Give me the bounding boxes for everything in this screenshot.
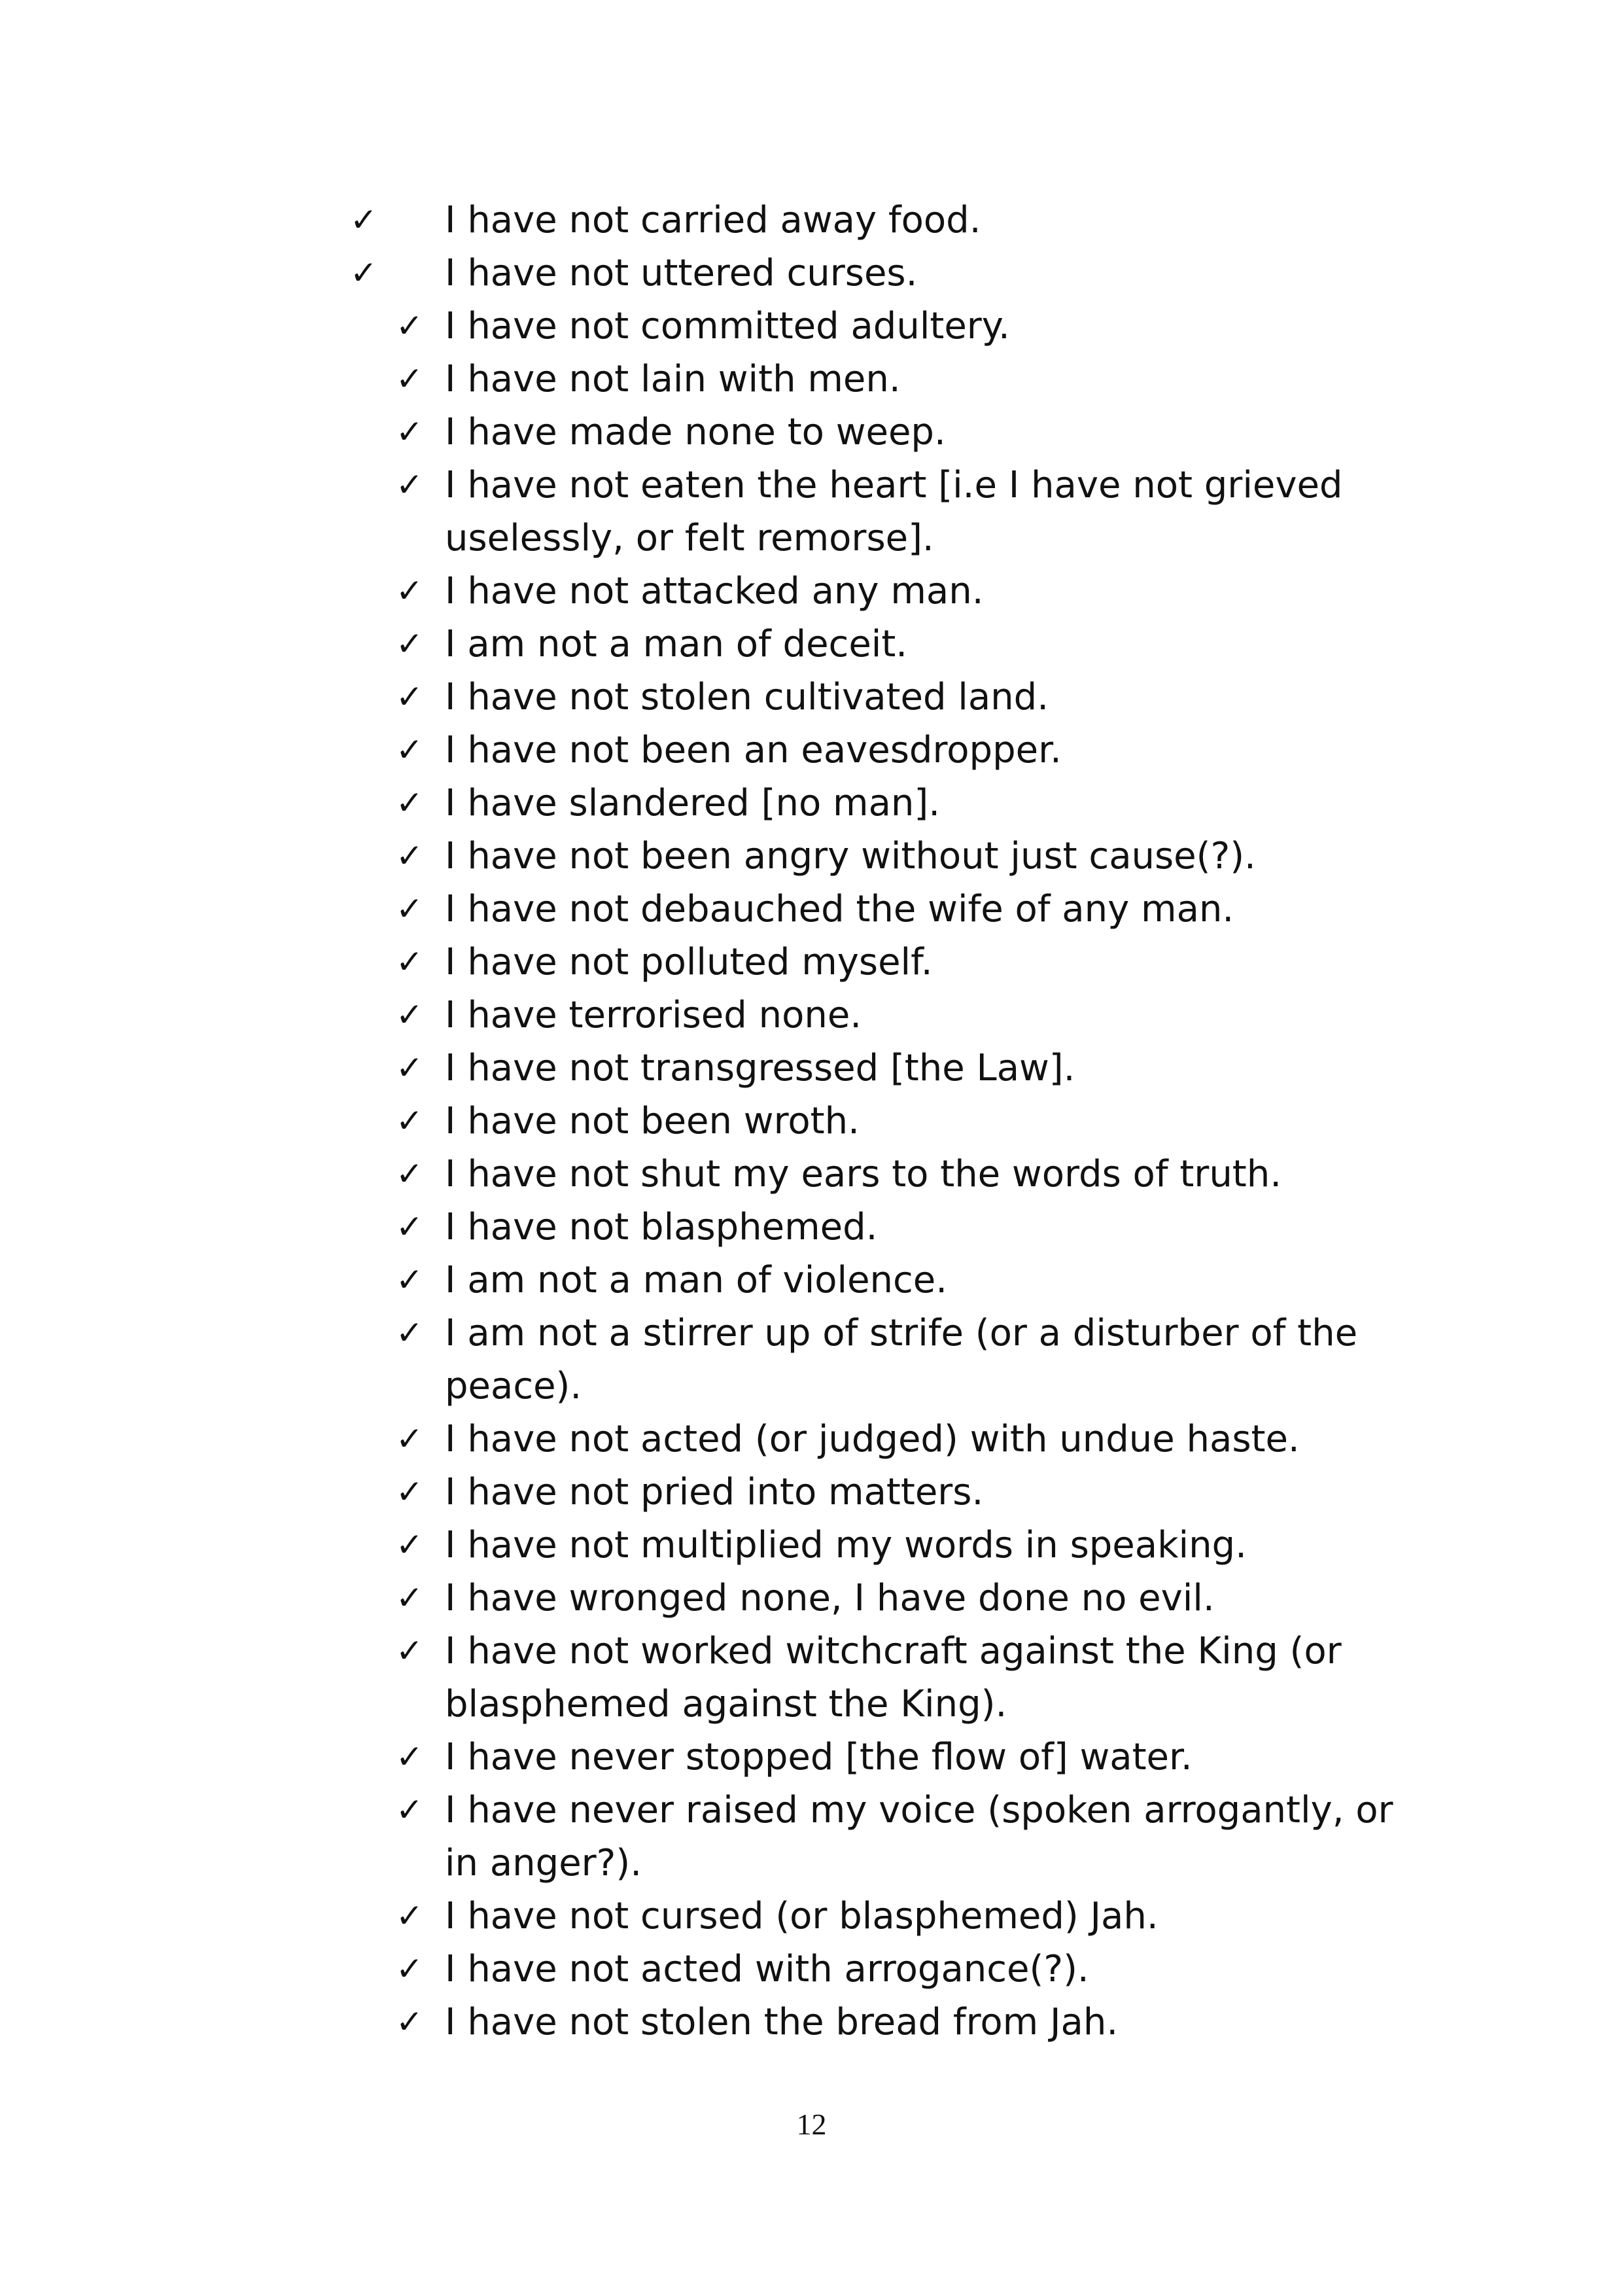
list-item xyxy=(0,1254,1623,1307)
list-item-text: I have not multiplied my words in speaking. xyxy=(445,1524,1247,1566)
checkmark-icon: ✓ xyxy=(396,1102,423,1140)
checkmark-icon: ✓ xyxy=(396,1208,423,1246)
list-item-text: I have not debauched the wife of any man. xyxy=(445,888,1234,930)
list-item xyxy=(0,1890,1623,1943)
checkmark-icon: ✓ xyxy=(396,1473,423,1511)
checkmark-icon: ✓ xyxy=(396,1632,423,1670)
checkmark-icon: ✓ xyxy=(396,1897,423,1935)
list-item-text: I have not been angry without just cause(?). xyxy=(445,835,1256,877)
list-item xyxy=(0,1042,1623,1095)
checkmark-icon: ✓ xyxy=(396,678,423,716)
list-item xyxy=(0,724,1623,777)
list-item xyxy=(0,1731,1623,1784)
list-item xyxy=(0,618,1623,671)
list-item-text: I have not stolen the bread from Jah. xyxy=(445,2001,1119,2043)
list-item xyxy=(0,671,1623,724)
checkmark-icon: ✓ xyxy=(396,360,423,398)
list-item xyxy=(0,1201,1623,1254)
list-item xyxy=(0,247,1623,300)
list-item-text: I am not a stirrer up of strife (or a disturber of the peace). xyxy=(445,1312,1358,1407)
list-item xyxy=(0,1943,1623,1996)
checkmark-icon: ✓ xyxy=(396,996,423,1034)
checkmark-icon: ✓ xyxy=(350,201,377,239)
list-item xyxy=(0,1784,1623,1890)
list-item xyxy=(0,1466,1623,1519)
list-item xyxy=(0,1307,1623,1413)
checkmark-icon: ✓ xyxy=(396,1261,423,1299)
list-item xyxy=(0,1413,1623,1466)
list-item-text: I have not been an eavesdropper. xyxy=(445,729,1062,771)
list-item xyxy=(0,406,1623,459)
list-item-text: I am not a man of violence. xyxy=(445,1259,948,1301)
list-item-text: I have not acted with arrogance(?). xyxy=(445,1948,1089,1990)
checkmark-icon: ✓ xyxy=(396,1738,423,1776)
list-item-text: I have not been wroth. xyxy=(445,1100,860,1142)
checkmark-icon: ✓ xyxy=(396,943,423,981)
list-item xyxy=(0,830,1623,883)
list-item-text: I have not polluted myself. xyxy=(445,941,933,983)
list-item xyxy=(0,1572,1623,1625)
list-item-text: I have not shut my ears to the words of truth. xyxy=(445,1153,1282,1195)
checkmark-icon: ✓ xyxy=(396,731,423,769)
checkmark-icon: ✓ xyxy=(396,1950,423,1988)
checkmark-icon: ✓ xyxy=(396,1791,423,1829)
list-item xyxy=(0,1625,1623,1731)
list-item-text: I have not eaten the heart [i.e I have not grieved uselessly, or felt remorse]. xyxy=(445,464,1343,559)
list-item-text: I have not committed adultery. xyxy=(445,305,1010,347)
checkmark-icon: ✓ xyxy=(396,784,423,822)
list-item-text: I have not attacked any man. xyxy=(445,570,984,612)
list-item-text: I have not pried into matters. xyxy=(445,1471,984,1513)
list-item-text: I have not transgressed [the Law]. xyxy=(445,1047,1075,1089)
checkmark-icon: ✓ xyxy=(396,307,423,345)
checkmark-icon: ✓ xyxy=(396,1049,423,1087)
confession-list xyxy=(0,194,1623,2049)
checkmark-icon: ✓ xyxy=(396,1314,423,1352)
list-item-text: I have not cursed (or blasphemed) Jah. xyxy=(445,1895,1159,1937)
checkmark-icon: ✓ xyxy=(396,1579,423,1617)
checkmark-icon: ✓ xyxy=(396,1526,423,1564)
list-item xyxy=(0,1095,1623,1148)
checkmark-icon: ✓ xyxy=(396,1155,423,1193)
checkmark-icon: ✓ xyxy=(396,625,423,663)
list-item xyxy=(0,565,1623,618)
list-item-text: I have not uttered curses. xyxy=(445,252,918,294)
list-item xyxy=(0,989,1623,1042)
list-item xyxy=(0,459,1623,565)
checkmark-icon: ✓ xyxy=(396,890,423,928)
checkmark-icon: ✓ xyxy=(396,2003,423,2041)
list-item-text: I have never stopped [the flow of] water. xyxy=(445,1736,1193,1778)
checkmark-icon: ✓ xyxy=(350,254,377,292)
list-item-text: I have never raised my voice (spoken arrogantly, or in anger?). xyxy=(445,1789,1393,1884)
list-item-text: I have not lain with men. xyxy=(445,358,901,400)
checkmark-icon: ✓ xyxy=(396,837,423,875)
list-item-text: I am not a man of deceit. xyxy=(445,623,908,665)
list-item-text: I have wronged none, I have done no evil. xyxy=(445,1577,1215,1619)
list-item xyxy=(0,353,1623,406)
list-item xyxy=(0,1519,1623,1572)
list-item xyxy=(0,194,1623,247)
list-item xyxy=(0,883,1623,936)
list-item xyxy=(0,300,1623,353)
checkmark-icon: ✓ xyxy=(396,413,423,451)
list-item-text: I have not acted (or judged) with undue haste. xyxy=(445,1418,1300,1460)
checkmark-icon: ✓ xyxy=(396,572,423,610)
list-item xyxy=(0,777,1623,830)
list-item xyxy=(0,1148,1623,1201)
page-number: 12 xyxy=(796,2108,827,2141)
list-item xyxy=(0,1996,1623,2049)
list-item-text: I have slandered [no man]. xyxy=(445,782,941,824)
list-item-text: I have not carried away food. xyxy=(445,199,981,241)
list-item-text: I have not stolen cultivated land. xyxy=(445,676,1049,718)
list-item-text: I have not worked witchcraft against the King (or blasphemed against the King). xyxy=(445,1630,1342,1725)
checkmark-icon: ✓ xyxy=(396,466,423,504)
list-item-text: I have not blasphemed. xyxy=(445,1206,878,1248)
list-item xyxy=(0,936,1623,989)
checkmark-icon: ✓ xyxy=(396,1420,423,1458)
list-item-text: I have made none to weep. xyxy=(445,411,946,453)
list-item-text: I have terrorised none. xyxy=(445,994,862,1036)
